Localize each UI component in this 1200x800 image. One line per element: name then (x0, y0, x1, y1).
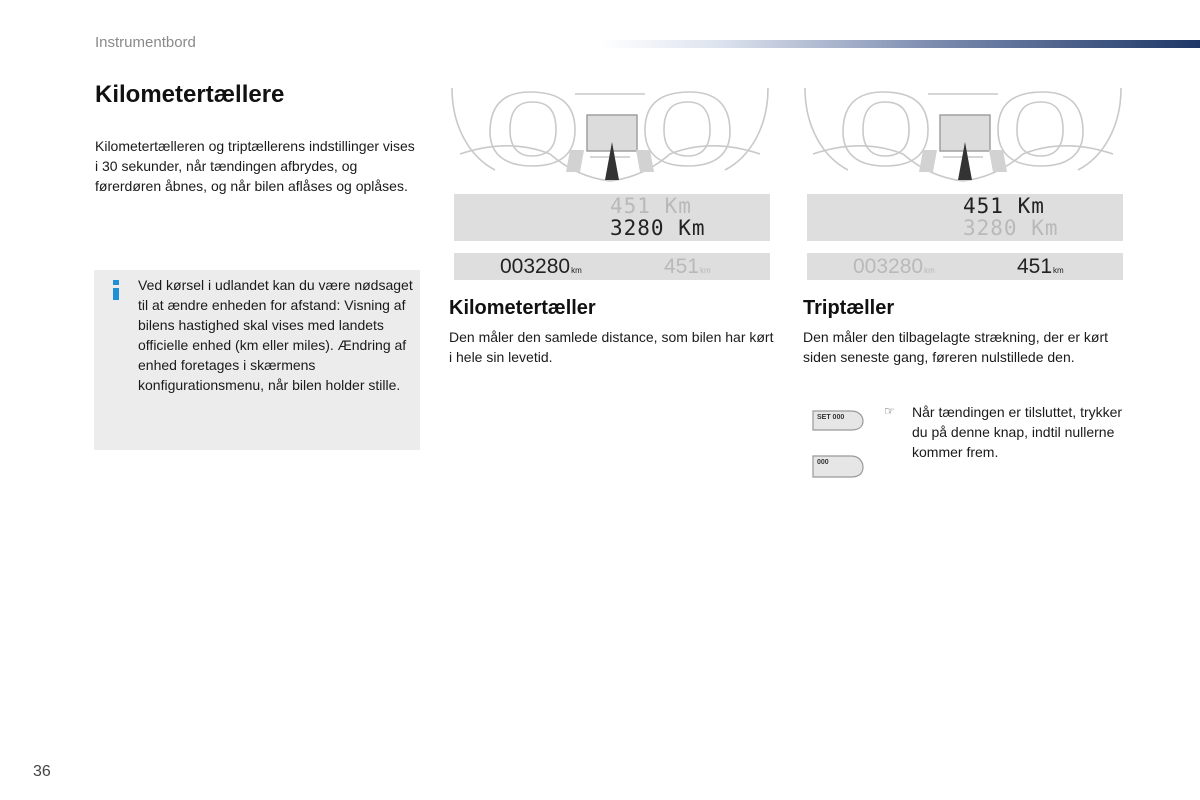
lcd-odometer-line: 3280 Km (610, 216, 706, 240)
page-title: Kilometertællere (95, 81, 285, 108)
lcd-display (454, 194, 770, 241)
trip-readout: 451km (664, 255, 711, 278)
tripmeter-description: Den måler den tilbagelagte strækning, der er kørt siden seneste gang, føreren nulstillede den. (803, 329, 1109, 365)
set-button-label: SET 000 (817, 414, 845, 421)
tripmeter-heading: Triptæller (803, 297, 895, 319)
instrument-cluster-drawing (803, 82, 1123, 192)
instrument-cluster-drawing (450, 82, 770, 192)
trip-readout: 451km (1017, 255, 1064, 278)
odometer-readout: 003280km (500, 255, 582, 278)
reset-instruction: Når tændingen er tilsluttet, trykker du på denne knap, indtil nullerne kommer frem. (912, 404, 1123, 460)
odometer-heading: Kilometertæller (449, 297, 596, 319)
info-icon (112, 280, 120, 300)
section-label: Instrumentbord (95, 34, 196, 51)
odometer-readout: 003280km (853, 255, 935, 278)
info-box (94, 270, 420, 450)
set-reset-button-illustration (811, 408, 864, 432)
odometer-description: Den måler den samlede distance, som bilen har kørt i hele sin levetid. (449, 329, 774, 365)
info-text: Ved kørsel i udlandet kan du være nødsaget til at ændre enheden for afstand: Visning af bilens hastighed skal vises med landets officielle enhed (km eller miles). Ændring af enhed foretages i skærmens konfigurationsmenu, når bilen holder stille. (138, 277, 413, 393)
reset-button-label: 000 (817, 459, 829, 466)
lcd-trip-line: 451 Km (963, 194, 1045, 218)
lcd-display (807, 194, 1123, 241)
page-number: 36 (33, 763, 51, 780)
lcd-odometer-line: 3280 Km (963, 216, 1059, 240)
counter-strip (807, 253, 1123, 280)
lcd-trip-line: 451 Km (610, 194, 692, 218)
counter-strip (454, 253, 770, 280)
odometer-illustration (450, 82, 770, 282)
header-gradient-bar (600, 40, 1200, 48)
reset-button-illustration (811, 453, 864, 477)
intro-paragraph: Kilometertælleren og triptællerens indstillinger vises i 30 sekunder, når tændingen afbrydes, og førerdøren åbnes, og når bilen aflåses og oplåses. (95, 138, 415, 194)
pointing-hand-icon: ☞ (884, 404, 895, 418)
trip-illustration (803, 82, 1123, 282)
